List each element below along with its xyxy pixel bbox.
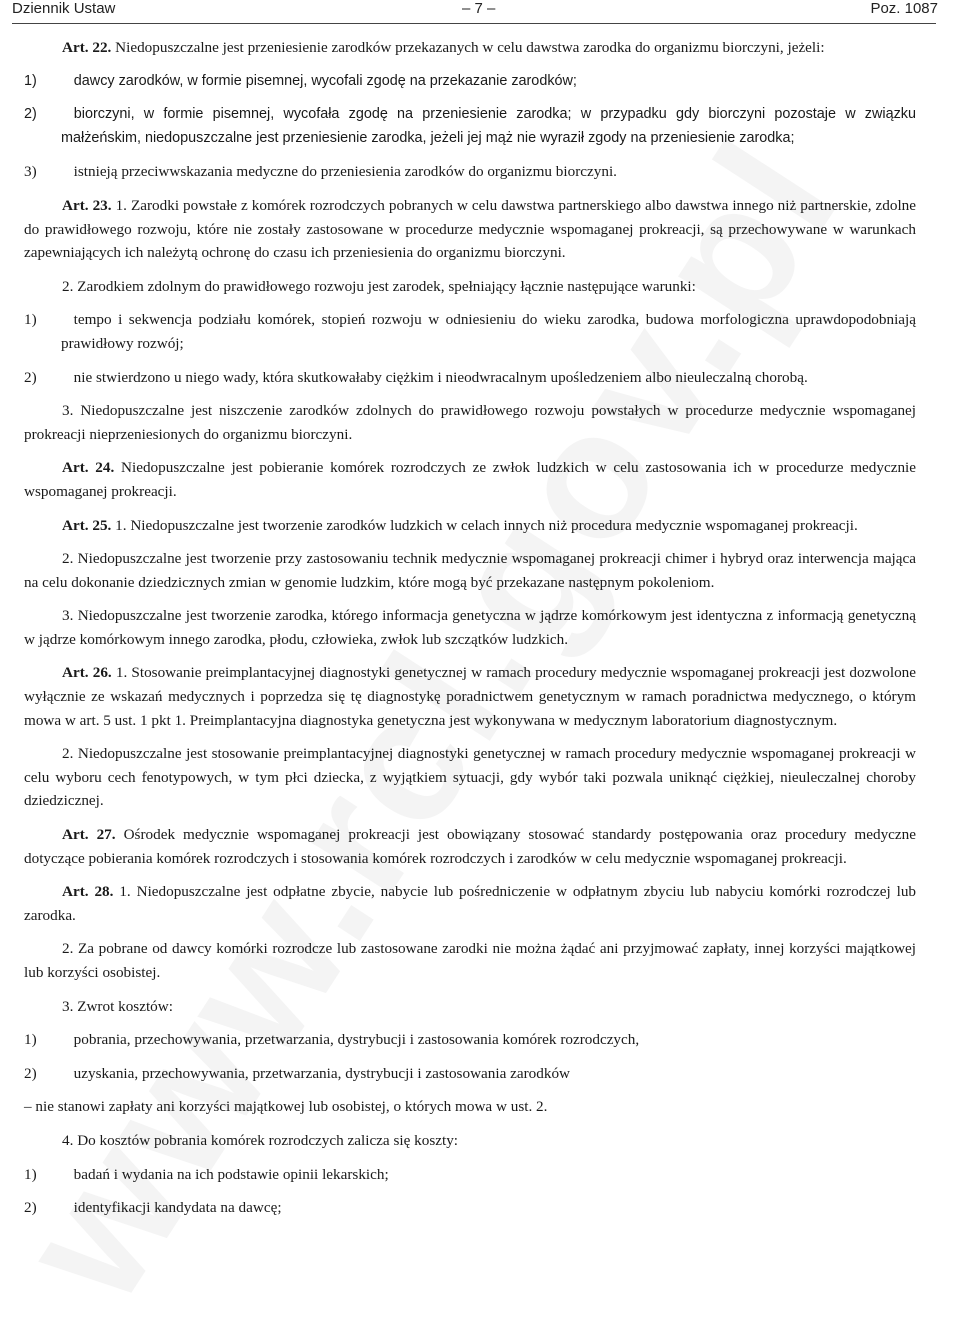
art23-p1: Art. 23. 1. Zarodki powstałe z komórek rozrodczych pobranych w celu dawstwa partnerskiego albo dawstwa innego niż partnerskie, zdolne do prawidłowego rozwoju, które nie zostały zastosowane w procedurze medycznie wspomaganej prokreacji, są przechowywane w warunkach zapewniających ich należytą ochronę do czasu ich przeniesienia do organizmu biorczyni. — [24, 196, 916, 262]
art27-label: Art. 27. — [62, 826, 116, 844]
art28-item3-2: 2) uzyskania, przechowywania, przetwarzania, dystrybucji i zastosowania zarodków — [24, 1064, 571, 1082]
art27-text: Art. 27. Ośrodek medycznie wspomaganej prokreacji jest obowiązany stosować standardy postępowania oraz procedury medyczne dotyczące pobierania komórek rozrodczych i stosowania komórek rozrodczych i zarodków w celu medycznie wspomaganej prokreacji. — [24, 826, 916, 867]
art25-p3: 3. Niedopuszczalne jest tworzenie zarodka, którego informacja genetyczna w jądrze komórkowym jest identyczna z informacją genetyczną w jądrze komórkowym innego zarodka, płodu, człowieka, zwłok lub szczątków ludzkich. — [24, 607, 916, 648]
art23-item-1: 1) tempo i sekwencja podziału komórek, stopień rozwoju w odniesieniu do wieku zarodka, budowa morfologiczna uprawdopodobniają prawidłowy rozwój; — [24, 311, 916, 352]
journal-title: Dziennik Ustaw — [12, 0, 116, 17]
header-rule — [12, 23, 936, 24]
art28-p1: Art. 28. 1. Niedopuszczalne jest odpłatne zbycie, nabycie lub pośredniczenie w odpłatnym zbyciu lub nabyciu komórki rozrodczej lub zarodka. — [24, 883, 917, 924]
art22-item-2: 2) biorczyni, w formie pisemnej, wycofała zgodę na przeniesienie zarodka; w przypadku gdy biorczyni pozostaje w związku małżeńskim, niedopuszczalne jest przeniesienie zarodka, jeżeli jej mąż nie wyraził zgody na przeniesienie zarodka; — [24, 106, 916, 146]
art25-p1: Art. 25. 1. Niedopuszczalne jest tworzenie zarodków ludzkich w celach innych niż procedura medycznie wspomaganej prokreacji. — [62, 516, 858, 534]
art22-item-1: 1) dawcy zarodków, w formie pisemnej, wycofali zgodę na przekazanie zarodków; — [24, 72, 577, 89]
art25-p2: 2. Niedopuszczalne jest tworzenie przy zastosowaniu technik medycznie wspomaganej prokreacji chimer i hybryd oraz interwencja mająca na celu dokonanie dziedzicznych zmian w genomie ludzkim, które mogą być przekazane następnym pokoleniom. — [24, 550, 916, 591]
art26-p2: 2. Niedopuszczalne jest stosowanie preimplantacyjnej diagnostyki genetycznej w ramach procedury medycznie wspomaganej prokreacji w celu wyboru cech fenotypowych, w tym płci dziecka, z wyjątkiem sytuacji, gdy wybór taki pozwala uniknąć ciężkiej, nieuleczalnej choroby dziedzicznej. — [24, 745, 916, 810]
art22-item-3: 3) istnieją przeciwwskazania medyczne do przeniesienia zarodków do organizmu biorczyni. — [24, 163, 617, 181]
art28-item3-1: 1) pobrania, przechowywania, przetwarzania, dystrybucji i zastosowania komórek rozrodczych, — [24, 1031, 640, 1049]
art23-item-2: 2) nie stwierdzono u niego wady, która skutkowałaby ciężkim i nieodwracalnym upośledzeniem albo nieuleczalną chorobą. — [24, 368, 808, 386]
art28-item4-2: 2) identyfikacji kandydata na dawcę; — [24, 1199, 282, 1217]
art23-label: Art. 23. — [62, 196, 112, 214]
art24-text: Art. 24. Niedopuszczalne jest pobieranie komórek rozrodczych ze zwłok ludzkich w celu zastosowania ich w procedurze medycznie wspomaganej prokreacji. — [24, 459, 916, 500]
art25-label: Art. 25. — [62, 516, 112, 534]
art24-label: Art. 24. — [62, 459, 115, 477]
art28-label: Art. 28. — [62, 883, 114, 901]
art23-p3: 3. Niedopuszczalne jest niszczenie zarodków zdolnych do prawidłowego rozwoju powstałych w procedurze medycznie wspomaganej prokreacji nieprzeniesionych do organizmu biorczyni. — [24, 402, 916, 443]
art22-label: Art. 22. — [62, 39, 112, 56]
art26-label: Art. 26. — [62, 664, 112, 682]
position-number: Poz. 1087 — [870, 0, 938, 17]
document-body — [24, 36, 916, 1220]
art22-intro: Art. 22. Niedopuszczalne jest przeniesienie zarodków przekazanych w celu dawstwa zarodka do organizmu biorczyni, jeżeli: — [62, 39, 825, 56]
page-number: – 7 – — [462, 0, 496, 17]
art23-p2: 2. Zarodkiem zdolnym do prawidłowego rozwoju jest zarodek, spełniający łącznie następujące warunki: — [62, 277, 696, 295]
art28-item4-1: 1) badań i wydania na ich podstawie opinii lekarskich; — [24, 1165, 389, 1183]
art28-p2: 2. Za pobrane od dawcy komórki rozrodcze lub zastosowane zarodki nie można żądać ani przyjmować zapłaty, innej korzyści majątkowej lub korzyści osobistej. — [24, 940, 916, 981]
art28-p3: 3. Zwrot kosztów: — [62, 997, 173, 1015]
page-header — [0, 0, 960, 22]
art26-p1: Art. 26. 1. Stosowanie preimplantacyjnej diagnostyki genetycznej w ramach procedury medycznie wspomaganej prokreacji jest dozwolone wyłącznie ze wskazań medycznych i poprzedza się tę diagnostykę poradnictwem genetycznym w ramach poradnictwa medycznego, o którym mowa w art. 5 ust. 1 pkt 1. Preimplantacyjna diagnostyka genetyczna jest wykonywana w medycznym laboratorium diagnostycznym. — [24, 664, 916, 729]
art28-closing: – nie stanowi zapłaty ani korzyści majątkowej lub osobistej, o których mowa w ust. 2. — [24, 1098, 548, 1116]
art28-p4: 4. Do kosztów pobrania komórek rozrodczych zalicza się koszty: — [62, 1131, 459, 1149]
